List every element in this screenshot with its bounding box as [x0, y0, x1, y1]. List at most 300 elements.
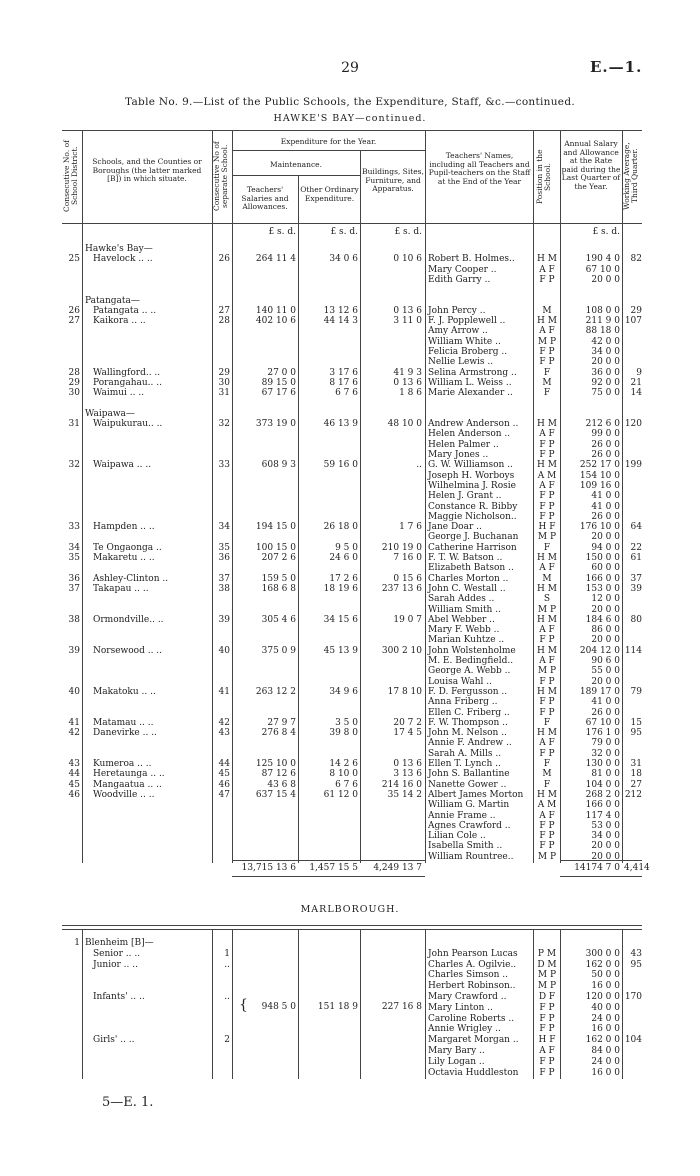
school-name: Takapau .. ..	[93, 583, 149, 594]
school-number: 29	[218, 367, 230, 378]
annual-salary: 20 0 0	[591, 851, 620, 862]
teacher-name: Ellen C. Friberg ..	[428, 707, 510, 718]
school-number: 44	[218, 759, 230, 769]
teacher-position: F P	[539, 635, 555, 646]
annual-salary: 20 0 0	[591, 532, 620, 543]
annual-salary: 41 0 0	[591, 491, 620, 502]
annual-salary: 90 6 0	[591, 656, 620, 666]
school-name: Mangaatua .. ..	[93, 779, 162, 790]
other-expenditure: 17 2 6	[329, 573, 358, 584]
teacher-name: Mary Crawford ..	[428, 992, 507, 1002]
district-number: 29	[68, 377, 80, 388]
school-number: 31	[218, 388, 230, 399]
working-average: 21	[630, 377, 642, 388]
district-number: 31	[68, 419, 80, 430]
teacher-name: Elizabeth Batson ..	[428, 563, 514, 574]
header-salary: Annual Salary and Allowance at the Rate paid during the Last Quarter of the Year.	[561, 139, 621, 191]
working-average: 29	[630, 305, 642, 316]
working-average: 39	[630, 583, 642, 594]
working-average: 27	[630, 779, 642, 790]
marl-salaries: 948 5 0	[261, 1002, 296, 1012]
teacher-name: Wilhelmina J. Rosie	[428, 480, 516, 491]
buildings-expenditure: 0 10 6	[393, 254, 422, 265]
teacher-salaries: 637 15 4	[255, 789, 296, 800]
district-number: 1	[74, 938, 80, 948]
teacher-name: Annie F. Andrew ..	[428, 738, 512, 749]
teacher-position: M P	[537, 666, 557, 677]
teacher-name: John S. Ballantine	[428, 769, 510, 780]
school-name: Waipawa .. ..	[93, 460, 152, 471]
other-expenditure: 6 7 6	[335, 779, 358, 790]
buildings-expenditure: 19 0 7	[393, 614, 422, 625]
teacher-name: Edith Garry ..	[428, 274, 491, 285]
teacher-name: Nellie Lewis ..	[428, 357, 494, 368]
buildings-expenditure: 3 13 6	[393, 769, 422, 780]
district-number: 27	[68, 316, 80, 327]
buildings-expenditure: 3 11 0	[393, 316, 422, 327]
school-number: 30	[218, 377, 230, 388]
teacher-salaries: 194 15 0	[255, 522, 296, 533]
buildings-expenditure: 237 13 6	[381, 583, 422, 594]
district-number: 35	[68, 553, 80, 563]
school-name: Blenheim [B]—	[85, 938, 154, 948]
district-number: 37	[68, 583, 80, 594]
teacher-position: F P	[539, 697, 555, 708]
buildings-expenditure: 0 15 6	[393, 573, 422, 584]
annual-salary: 20 0 0	[591, 274, 620, 285]
school-name: Heretaunga .. ..	[93, 769, 165, 780]
annual-salary: 16 0 0	[591, 981, 620, 992]
district-number: 42	[68, 728, 80, 739]
annual-salary: 50 0 0	[591, 970, 620, 981]
school-number: 39	[218, 614, 230, 625]
annual-salary: 92 0 0	[591, 377, 620, 388]
teacher-position: F P	[539, 357, 555, 368]
teacher-position: A M	[537, 470, 557, 481]
teacher-name: Mary F. Webb ..	[428, 625, 500, 636]
district-number: 33	[68, 522, 80, 533]
school-name: Patangata .. ..	[93, 305, 157, 316]
annual-salary: 94 0 0	[591, 542, 620, 553]
district-number: 44	[68, 769, 80, 780]
annual-salary: 109 16 0	[579, 480, 620, 491]
teacher-name: Constance R. Bibby	[428, 501, 518, 512]
header-teachers-names: Teachers' Names, including all Teachers and Pupil-teachers on the Staff at the End of the Year	[428, 151, 531, 186]
working-average: 43	[630, 948, 642, 959]
annual-salary: 32 0 0	[591, 748, 620, 759]
teacher-name: Robert B. Holmes..	[428, 254, 515, 265]
school-name: Senior .. ..	[93, 948, 141, 959]
working-average: 95	[630, 728, 642, 739]
other-expenditure: 3 17 6	[329, 367, 358, 378]
teacher-position: S	[543, 594, 551, 605]
school-number: 26	[218, 254, 230, 265]
header-buildings: Buildings, Sites, Furniture, and Apparatus.	[362, 167, 424, 193]
school-name: Waimui .. ..	[93, 388, 145, 399]
teacher-salaries: 159 5 0	[261, 573, 296, 584]
teacher-name: Louisa Wahl ..	[428, 676, 493, 687]
school-name: Makatoku .. ..	[93, 686, 156, 697]
district-number: 45	[68, 779, 80, 790]
teacher-salaries: 140 11 0	[255, 305, 296, 316]
other-expenditure: 6 7 6	[335, 388, 358, 399]
teacher-name: Mary Linton ..	[428, 1002, 493, 1013]
teacher-name: William G. Martin	[428, 800, 510, 811]
header-attendance: Working Average, Third Quarter.	[622, 142, 639, 210]
working-average: 37	[630, 573, 642, 584]
school-number: 47	[218, 789, 230, 800]
district-number: 25	[68, 254, 80, 265]
footer-code: 5—E. 1.	[102, 1095, 154, 1110]
teacher-name: F. J. Popplewell ..	[428, 316, 506, 327]
school-number: 34	[218, 522, 230, 533]
school-name: Girls' .. ..	[93, 1035, 135, 1046]
other-expenditure: 34 0 6	[329, 254, 358, 265]
working-average: 9	[636, 367, 642, 378]
teacher-name: Sarah Addes ..	[428, 594, 495, 605]
teacher-position: F P	[539, 491, 555, 502]
teacher-salaries: 43 6 8	[267, 779, 296, 790]
school-name: Hampden .. ..	[93, 522, 155, 533]
teacher-position: F P	[539, 501, 555, 512]
annual-salary: 117 4 0	[585, 810, 620, 821]
teacher-position: A F	[539, 264, 555, 275]
annual-salary: 20 0 0	[591, 604, 620, 615]
annual-salary: 26 0 0	[591, 707, 620, 718]
school-number: 42	[218, 717, 230, 728]
annual-salary: 20 0 0	[591, 357, 620, 368]
district-number: 38	[68, 614, 80, 625]
total-salary: 14174 7 0	[574, 863, 620, 873]
teacher-name: F. W. Thompson ..	[428, 717, 508, 728]
buildings-expenditure: 0 13 6	[393, 305, 422, 316]
other-expenditure: 8 10 0	[329, 769, 358, 780]
buildings-expenditure: 0 13 6	[393, 759, 422, 769]
working-average: 64	[630, 522, 642, 533]
annual-salary: 212 6 0	[585, 419, 620, 430]
teacher-name: Isabella Smith ..	[428, 841, 503, 852]
teacher-position: M P	[537, 604, 557, 615]
school-number: 35	[218, 542, 230, 553]
buildings-expenditure: ..	[416, 460, 422, 471]
other-expenditure: 61 12 0	[323, 789, 358, 800]
teacher-name: Ellen T. Lynch ..	[428, 759, 501, 769]
annual-salary: 12 0 0	[591, 594, 620, 605]
teacher-name: John Wolstenholme	[428, 645, 516, 656]
annual-salary: 67 10 0	[585, 717, 620, 728]
school-name: Danevirke .. ..	[93, 728, 157, 739]
school-name: Woodville .. ..	[93, 789, 155, 800]
teacher-name: Helen Palmer ..	[428, 439, 499, 450]
teacher-name: Joseph H. Worboys	[428, 470, 515, 481]
other-expenditure: 59 16 0	[323, 460, 358, 471]
district-number: 39	[68, 645, 80, 656]
teacher-name: Jane Doar ..	[428, 522, 482, 533]
annual-salary: 84 0 0	[591, 1046, 620, 1056]
other-expenditure: 46 13 9	[323, 419, 358, 430]
teacher-name: Octavia Huddleston	[428, 1067, 519, 1078]
teacher-position: F	[543, 717, 551, 728]
teacher-name: George J. Buchanan	[428, 532, 519, 543]
teacher-position: M P	[537, 532, 557, 543]
school-name: Waipawa—	[85, 408, 135, 419]
teacher-salaries: 305 4 6	[261, 614, 296, 625]
teacher-salaries: 264 11 4	[255, 254, 296, 265]
school-name: Junior .. ..	[93, 959, 138, 970]
working-average: 95	[630, 959, 642, 970]
school-number: 28	[218, 316, 230, 327]
teacher-position: D M	[537, 959, 557, 970]
annual-salary: 40 0 0	[591, 1002, 620, 1013]
teacher-name: F. D. Fergusson ..	[428, 686, 508, 697]
teacher-position: A F	[539, 738, 555, 749]
teacher-salaries: 276 8 4	[261, 728, 296, 739]
buildings-expenditure: 17 4 5	[393, 728, 422, 739]
school-name: Hawke's Bay—	[85, 244, 153, 254]
teacher-position: M P	[537, 970, 557, 981]
teacher-salaries: 263 12 2	[255, 686, 296, 697]
marl-buildings: 227 16 8	[381, 1002, 422, 1012]
district-number: 41	[68, 717, 80, 728]
working-average: 104	[624, 1035, 642, 1046]
other-expenditure: 34 15 6	[323, 614, 358, 625]
district-number: 30	[68, 388, 80, 399]
teacher-position: F P	[539, 511, 555, 522]
other-expenditure: 39 8 0	[329, 728, 358, 739]
school-name: Te Ongaonga ..	[93, 542, 162, 553]
teacher-name: Selina Armstrong ..	[428, 367, 517, 378]
teacher-name: George A. Webb ..	[428, 666, 511, 677]
teacher-position: M	[542, 573, 552, 584]
annual-salary: 176 10 0	[579, 522, 620, 533]
school-number: 40	[218, 645, 230, 656]
teacher-name: Charles A. Ogilvie..	[428, 959, 517, 970]
annual-salary: 79 0 0	[591, 738, 620, 749]
teacher-name: Mary Jones ..	[428, 450, 489, 460]
district-number: 46	[68, 789, 80, 800]
teacher-name: Herbert Robinson..	[428, 981, 516, 992]
school-name: Ormondville.. ..	[93, 614, 164, 625]
currency-label-salary: £ s. d.	[592, 227, 620, 237]
school-number: 43	[218, 728, 230, 739]
teacher-position: H M	[537, 583, 557, 594]
teacher-name: Charles Morton ..	[428, 573, 509, 584]
district-number: 36	[68, 573, 80, 584]
teacher-position: A M	[537, 800, 557, 811]
school-name: Havelock .. ..	[93, 254, 153, 265]
teacher-name: Charles Simson ..	[428, 970, 509, 981]
teacher-position: H M	[537, 728, 557, 739]
teacher-salaries: 27 9 7	[267, 717, 296, 728]
school-number: 27	[218, 305, 230, 316]
buildings-expenditure: 0 13 6	[393, 377, 422, 388]
teacher-position: F	[543, 367, 551, 378]
teacher-position: D F	[538, 992, 556, 1002]
teacher-position: F P	[539, 748, 555, 759]
other-expenditure: 24 6 0	[329, 553, 358, 563]
teacher-position: F P	[539, 450, 555, 460]
total-other: 1,457 15 5	[309, 863, 358, 873]
annual-salary: 130 0 0	[585, 759, 620, 769]
teacher-position: A F	[539, 625, 555, 636]
buildings-expenditure: 1 7 6	[399, 522, 422, 533]
annual-salary: 268 2 0	[585, 789, 620, 800]
header-schools: Schools, and the Counties or Boroughs (the latter marked [B]) in which situate.	[92, 157, 202, 183]
district-number: 40	[68, 686, 80, 697]
working-average: 199	[624, 460, 642, 471]
header-consec-district: Consecutive No. of School District.	[62, 140, 79, 212]
working-average: 80	[630, 614, 642, 625]
annual-salary: 24 0 0	[591, 1056, 620, 1067]
buildings-expenditure: 48 10 0	[387, 419, 422, 430]
teacher-position: H M	[537, 254, 557, 265]
school-name: Kumeroa .. ..	[93, 759, 152, 769]
header-other-expenditure: Other Ordinary Expenditure.	[300, 185, 359, 203]
buildings-expenditure: 7 16 0	[393, 553, 422, 563]
annual-salary: 53 0 0	[591, 820, 620, 831]
buildings-expenditure: 210 19 0	[381, 542, 422, 553]
teacher-salaries: 67 17 6	[261, 388, 296, 399]
currency-label-buildings: £ s. d.	[394, 227, 422, 237]
teacher-position: A F	[539, 563, 555, 574]
school-name: Norsewood .. ..	[93, 645, 163, 656]
working-average: 170	[624, 992, 642, 1002]
teacher-name: Sarah A. Mills ..	[428, 748, 502, 759]
brace-icon: {	[239, 997, 248, 1013]
school-number: 36	[218, 553, 230, 563]
other-expenditure: 44 14 3	[323, 316, 358, 327]
annual-salary: 252 17 0	[579, 460, 620, 471]
teacher-salaries: 168 6 8	[261, 583, 296, 594]
teacher-name: Caroline Roberts ..	[428, 1013, 515, 1024]
teacher-salaries: 375 0 9	[261, 645, 296, 656]
teacher-position: H M	[537, 686, 557, 697]
other-expenditure: 3 5 0	[335, 717, 358, 728]
annual-salary: 41 0 0	[591, 697, 620, 708]
school-number: 41	[218, 686, 230, 697]
buildings-expenditure: 35 14 2	[387, 789, 422, 800]
annual-salary: 24 0 0	[591, 1013, 620, 1024]
header-position: Position in the School.	[535, 149, 552, 205]
teacher-position: H M	[537, 316, 557, 327]
school-name: Infants' .. ..	[93, 992, 145, 1002]
annual-salary: 41 0 0	[591, 501, 620, 512]
school-number: 2	[224, 1035, 230, 1046]
district-number: 43	[68, 759, 80, 769]
annual-salary: 176 1 0	[585, 728, 620, 739]
teacher-name: John C. Westall ..	[428, 583, 506, 594]
teacher-position: H M	[537, 460, 557, 471]
working-average: 15	[630, 717, 642, 728]
teacher-position: F P	[539, 676, 555, 687]
annual-salary: 20 0 0	[591, 676, 620, 687]
teacher-position: F P	[539, 831, 555, 842]
teacher-position: F P	[539, 1002, 555, 1013]
marlborough-title: MARLBOROUGH.	[300, 904, 400, 915]
buildings-expenditure: 17 8 10	[387, 686, 422, 697]
annual-salary: 153 0 0	[585, 583, 620, 594]
teacher-position: F P	[539, 347, 555, 357]
header-consec-school: Consecutive No of separate School.	[212, 141, 229, 211]
teacher-name: John Pearson Lucas	[428, 948, 518, 959]
school-number: 33	[218, 460, 230, 471]
teacher-name: Annie Frame ..	[428, 810, 496, 821]
teacher-position: A F	[539, 656, 555, 666]
school-number: 45	[218, 769, 230, 780]
district-number: 34	[68, 542, 80, 553]
teacher-name: John M. Nelson ..	[428, 728, 507, 739]
annual-salary: 34 0 0	[591, 347, 620, 357]
currency-label-salaries: £ s. d.	[268, 227, 296, 237]
teacher-position: M P	[537, 981, 557, 992]
teacher-position: H M	[537, 645, 557, 656]
annual-salary: 166 0 0	[585, 573, 620, 584]
teacher-name: F. T. W. Batson ..	[428, 553, 503, 563]
teacher-name: Catherine Harrison	[428, 542, 517, 553]
teacher-position: F P	[539, 274, 555, 285]
annual-salary: 20 0 0	[591, 841, 620, 852]
school-number: 38	[218, 583, 230, 594]
teacher-position: F	[543, 542, 551, 553]
annual-salary: 154 10 0	[579, 470, 620, 481]
teacher-name: Anna Friberg ..	[428, 697, 498, 708]
teacher-position: P M	[537, 948, 557, 959]
teacher-position: M	[542, 305, 552, 316]
teacher-name: Abel Webber ..	[428, 614, 495, 625]
total-attendance: 4,414	[624, 863, 650, 873]
other-expenditure: 8 17 6	[329, 377, 358, 388]
buildings-expenditure: 20 7 2	[393, 717, 422, 728]
teacher-position: A F	[539, 480, 555, 491]
annual-salary: 36 0 0	[591, 367, 620, 378]
annual-salary: 86 0 0	[591, 625, 620, 636]
school-number: ..	[224, 992, 230, 1002]
annual-salary: 150 0 0	[585, 553, 620, 563]
working-average: 79	[630, 686, 642, 697]
teacher-name: G. W. Williamson ..	[428, 460, 513, 471]
annual-salary: 42 0 0	[591, 336, 620, 347]
teacher-position: M P	[537, 336, 557, 347]
teacher-name: Andrew Anderson ..	[428, 419, 519, 430]
teacher-position: A F	[539, 810, 555, 821]
school-name: Matamau .. ..	[93, 717, 154, 728]
page-code: E.—1.	[590, 58, 643, 76]
teacher-position: F P	[539, 1024, 555, 1035]
teacher-name: Lilian Cole ..	[428, 831, 486, 842]
teacher-position: F P	[539, 439, 555, 450]
annual-salary: 204 12 0	[579, 645, 620, 656]
teacher-name: William Rountree..	[428, 851, 514, 862]
other-expenditure: 9 5 0	[335, 542, 358, 553]
teacher-salaries: 207 2 6	[261, 553, 296, 563]
annual-salary: 166 0 0	[585, 800, 620, 811]
teacher-salaries: 608 9 3	[261, 460, 296, 471]
teacher-salaries: 125 10 0	[255, 759, 296, 769]
teacher-name: M. E. Bedingfield..	[428, 656, 514, 666]
working-average: 18	[630, 769, 642, 780]
teacher-position: M	[542, 769, 552, 780]
annual-salary: 75 0 0	[591, 388, 620, 399]
teacher-position: M P	[537, 851, 557, 862]
teacher-name: Agnes Crawford ..	[428, 820, 511, 831]
annual-salary: 81 0 0	[591, 769, 620, 780]
annual-salary: 16 0 0	[591, 1067, 620, 1078]
buildings-expenditure: 300 2 10	[381, 645, 422, 656]
district-number: 32	[68, 460, 80, 471]
teacher-salaries: 402 10 6	[255, 316, 296, 327]
page-number: 29	[341, 60, 359, 76]
teacher-salaries: 87 12 6	[261, 769, 296, 780]
